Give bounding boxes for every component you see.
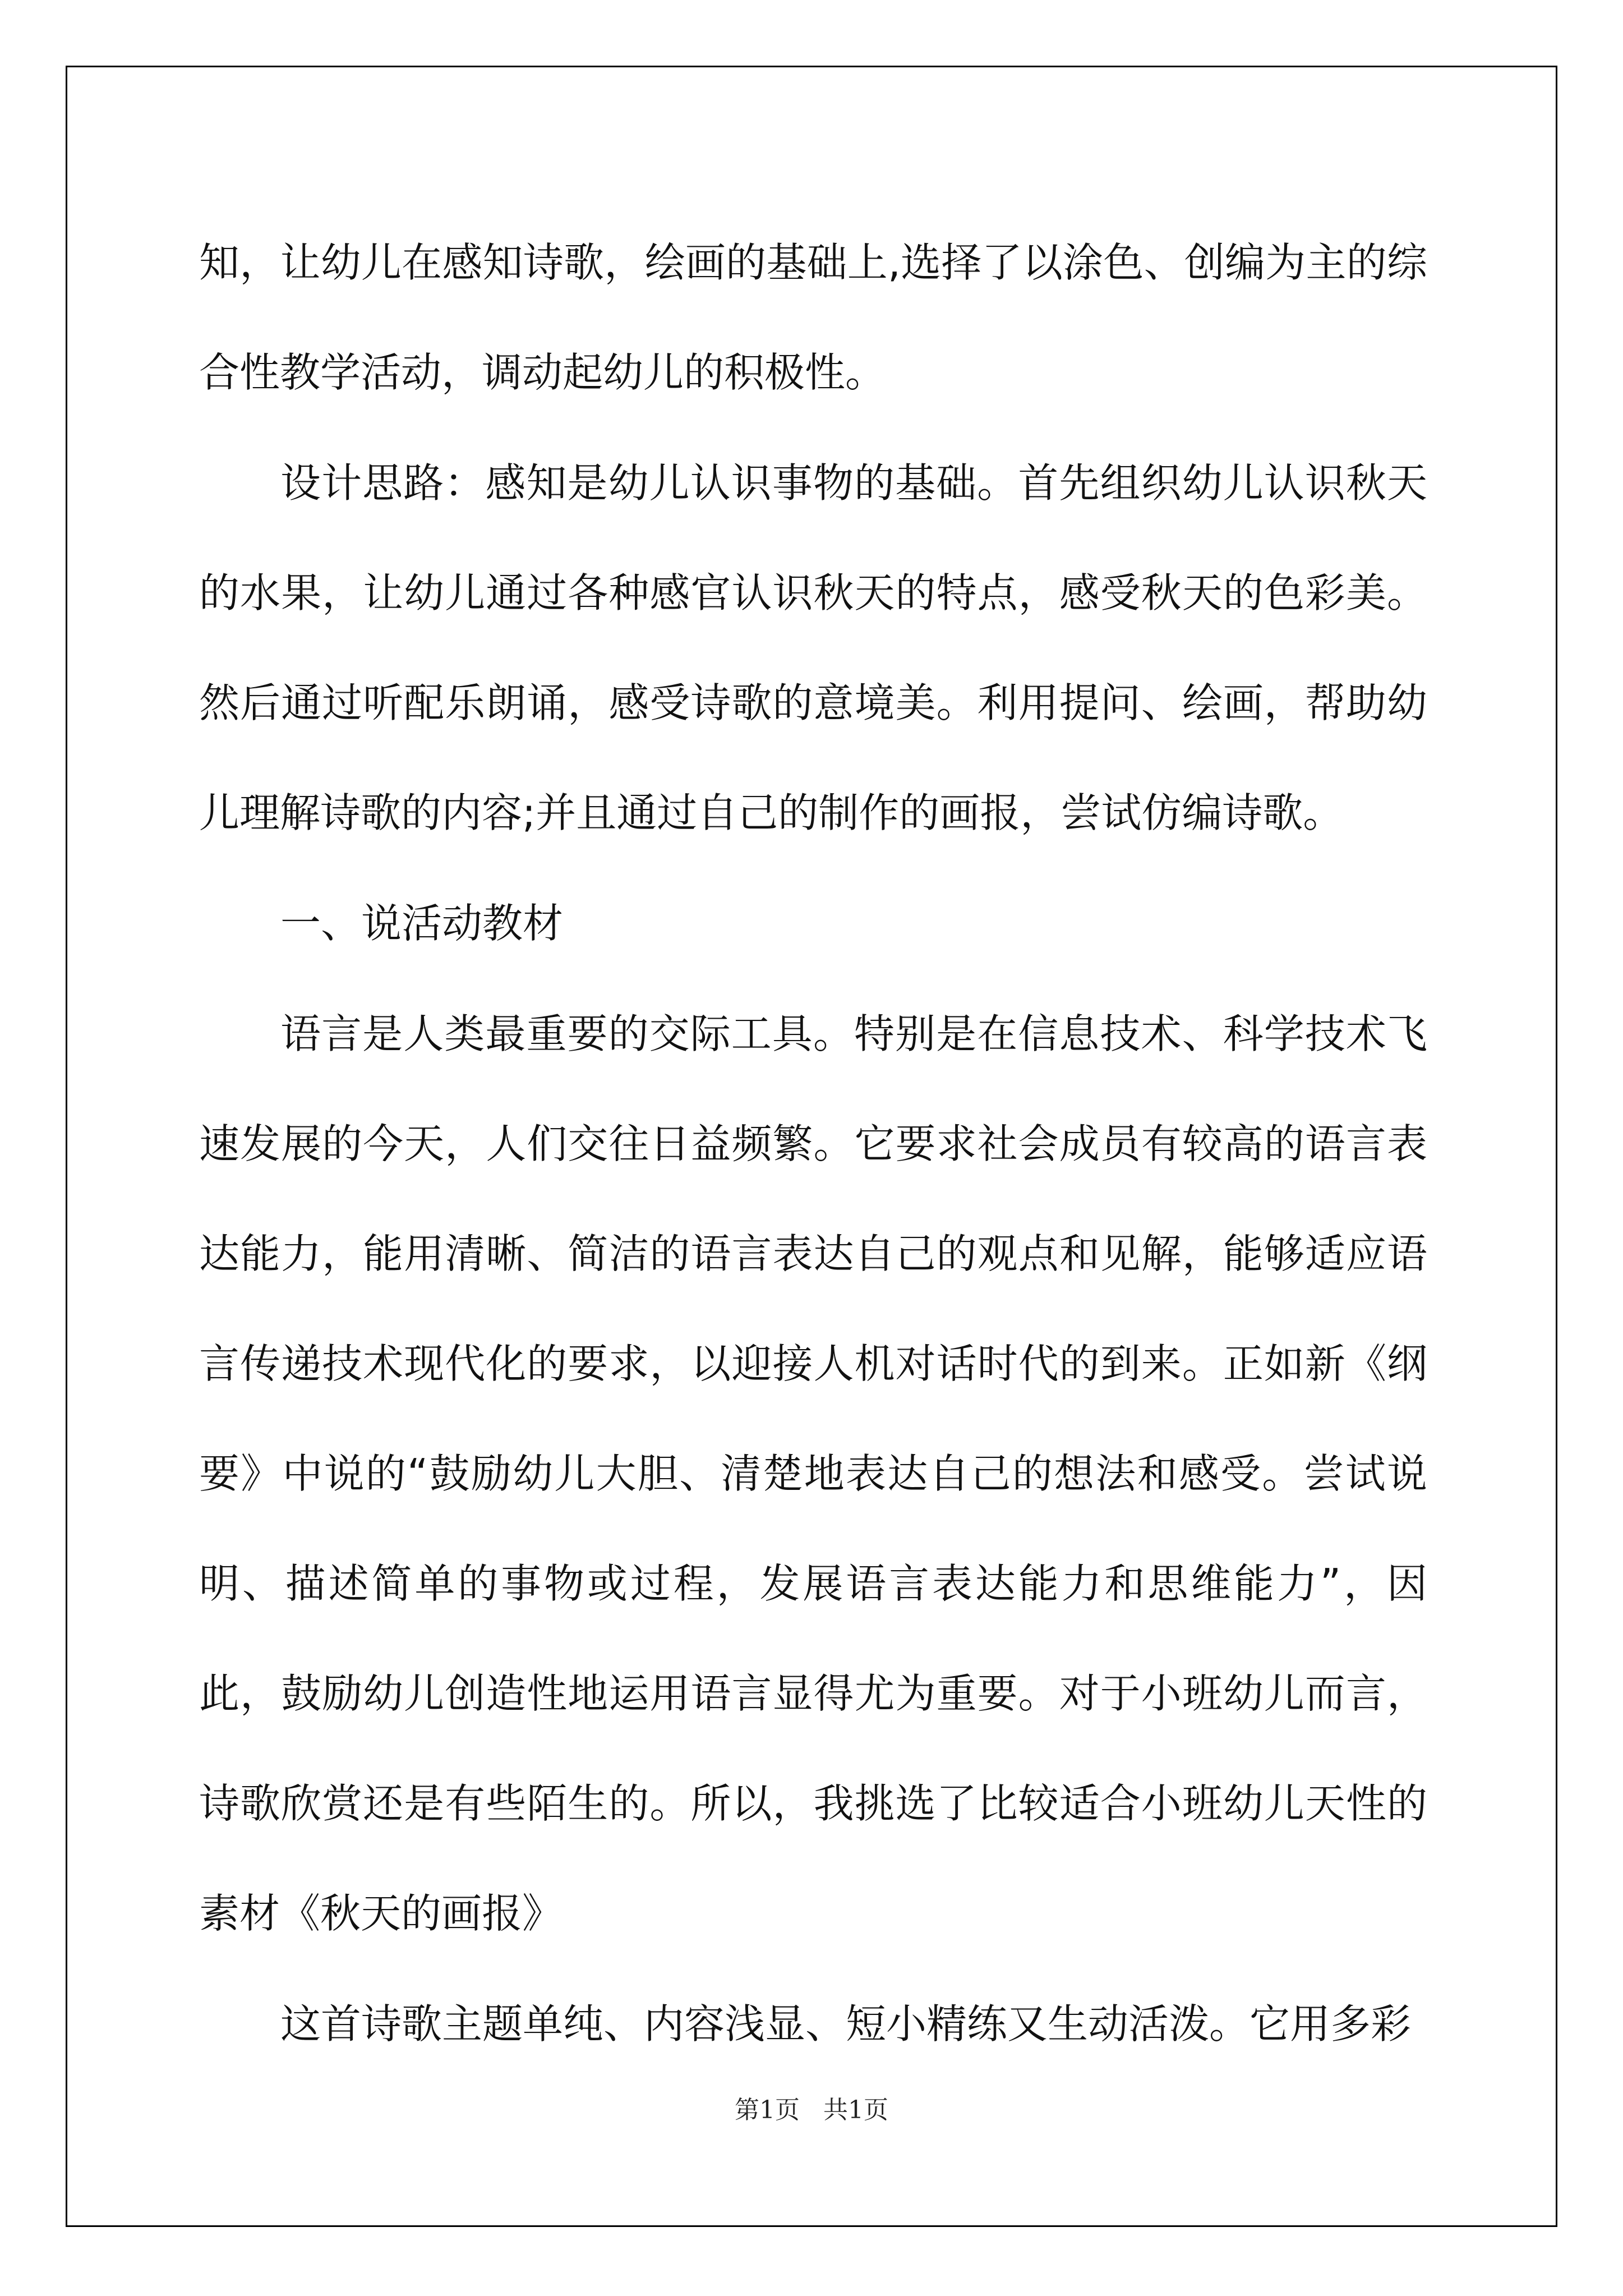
document-body [199,208,1427,2079]
paragraph-5: 这首诗歌主题单纯、内容浅显、短小精练又生动活泼。它用多彩 [280,2000,1412,2047]
section-heading: 一、说活动教材 [280,900,564,947]
paragraph-2: 设计思路：感知是幼儿认识事物的基础。首先组织幼儿认识秋天的水果，让幼儿通过各种感官认识秋天的特点，感受秋天的色彩美。然后通过听配乐朗诵，感受诗歌的意境美。利用提问、绘画，帮助幼儿理解诗歌的内容;并且通过自己的制作的画报，尝试仿编诗歌。 [199,459,1427,836]
page-number-footer: 第1页 共1页 [735,2096,888,2124]
paragraph-4: 语言是人类最重要的交际工具。特别是在信息技术、科学技术飞速发展的今天，人们交往日益频繁。它要求社会成员有较高的语言表达能力，能用清晰、简洁的语言表达自己的观点和见解，能够适应语言传递技术现代化的要求，以迎接人机对话时代的到来。正如新《纲要》中说的“鼓励幼儿大胆、清楚地表达自己的想法和感受。尝试说明、描述简单的事物或过程，发展语言表达能力和思维能力”，因此，鼓励幼儿创造性地运用语言显得尤为重要。对于小班幼儿而言，诗歌欣赏还是有些陌生的。所以，我挑选了比较适合小班幼儿天性的素材《秋天的画报》 [199,1010,1427,1937]
paragraph-1: 知，让幼儿在感知诗歌，绘画的基础上,选择了以涂色、创编为主的综合性教学活动，调动起幼儿的积极性。 [199,239,1427,396]
